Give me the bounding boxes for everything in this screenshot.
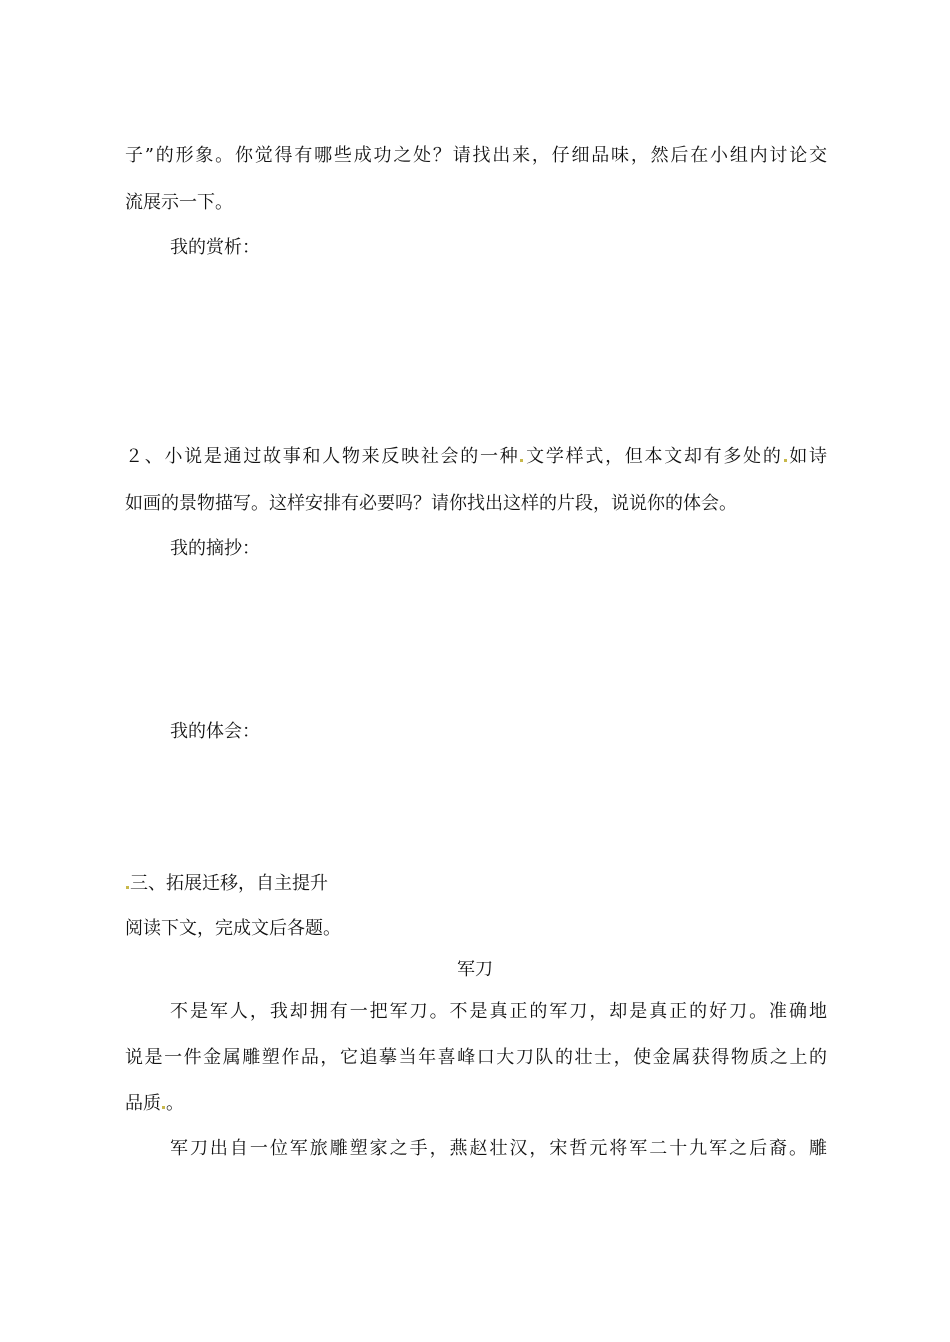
marker-dot — [520, 459, 523, 462]
question-line — [125, 445, 827, 469]
question-text: ２、小说是通过故事和人物来反映社会的一种 — [125, 446, 520, 467]
section-heading-text: 三、拓展迁移，自主提升 — [130, 873, 328, 894]
marker-dot — [784, 459, 787, 462]
marker-dot — [126, 886, 129, 889]
article-text: 。 — [166, 1093, 184, 1114]
answer-label: 我的摘抄： — [170, 538, 260, 559]
article-paragraph-line: 说是一件金属雕塑作品，它追摹当年喜峰口大刀队的壮士，使金属获得物质之上的 — [125, 1047, 827, 1068]
question-line: 如画的景物描写。这样安排有必要吗？请你找出这样的片段，说说你的体会。 — [125, 493, 737, 514]
marker-dot — [162, 1106, 165, 1109]
answer-label: 我的体会： — [170, 721, 260, 742]
text-line: 流展示一下。 — [125, 192, 233, 213]
instruction-text: 阅读下文，完成文后各题。 — [125, 918, 341, 939]
article-paragraph-line: 不是军人，我却拥有一把军刀。不是真正的军刀，却是真正的好刀。准确地 — [170, 1001, 827, 1022]
question-text: 如诗 — [787, 446, 828, 467]
answer-label: 我的赏析： — [170, 237, 260, 258]
question-text: 文学样式，但本文却有多处的 — [524, 446, 783, 467]
article-text: 品质 — [125, 1093, 161, 1114]
article-paragraph-line: 军刀出自一位军旅雕塑家之手，燕赵壮汉，宋哲元将军二十九军之后裔。雕 — [170, 1138, 827, 1159]
text-line: 子”的形象。你觉得有哪些成功之处？请找出来，仔细品味，然后在小组内讨论交 — [125, 145, 827, 166]
section-heading — [125, 872, 328, 896]
article-paragraph-line — [125, 1092, 184, 1116]
article-title: 军刀 — [457, 959, 493, 980]
